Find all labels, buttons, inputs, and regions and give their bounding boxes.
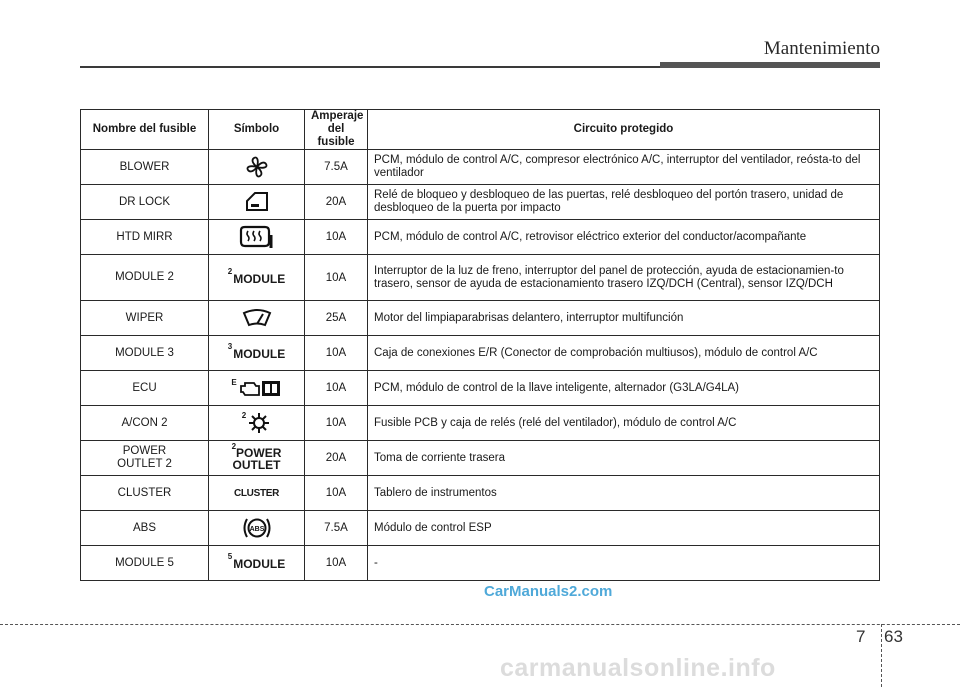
fuse-amperage: 20A [305,185,368,220]
fuse-symbol [209,220,305,255]
table-row [81,546,880,581]
fuse-name-line1: POWER [122,445,167,457]
abs-icon-label: ABS [249,526,264,533]
fuse-circuit: Interruptor de la luz de freno, interruptor del panel de protección, ayuda de estacionamien-to trasero, sensor de ayuda de estacionamiento trasero IZQ/DCH (Central), sensor IZQ/DCH [368,255,880,301]
footer-dashed-rule [0,624,960,625]
fuse-circuit: Fusible PCB y caja de relés (relé del ventilador), módulo de control A/C [368,406,880,441]
fuse-symbol [209,476,305,511]
fuse-symbol [209,301,305,336]
symbol-label: $^5$MODULE [227,552,286,571]
fuse-amperage: 10A [305,476,368,511]
fuse-amperage: 25A [305,301,368,336]
symbol-label: $^3$MODULE [227,342,286,361]
table-row [81,441,880,476]
fuse-name: MODULE 2 [81,255,209,301]
fuse-circuit: Módulo de control ESP [368,511,880,546]
fuse-circuit: - [368,546,880,581]
fuse-name: WIPER [81,301,209,336]
fuse-circuit: PCM, módulo de control A/C, compresor electrónico A/C, interruptor del ventilador, reósta-to del ventilador [368,150,880,185]
fuse-circuit: Motor del limpiaparabrisas delantero, interruptor multifunción [368,301,880,336]
table-header-row [81,110,880,150]
fuse-name: DR LOCK [81,185,209,220]
table-row [81,336,880,371]
fuse-name: MODULE 3 [81,336,209,371]
footer-dashed-divider [881,624,882,687]
fan-icon [244,154,270,180]
fuse-name-line2: OUTLET 2 [117,458,172,470]
symbol-superscript: E [231,378,237,387]
symbol-label: CLUSTER [233,488,280,499]
symbol-label: $^2$POWER OUTLET [231,442,282,472]
fuse-symbol [209,150,305,185]
wiper-icon [241,308,273,328]
table-row [81,511,880,546]
door-lock-icon [243,190,271,214]
symbol-label: $^2$MODULE [227,266,286,286]
header-fuse-name: Nombre del fusible [81,110,209,150]
table-row [81,185,880,220]
header-symbol: Símbolo [209,110,305,150]
table-row [81,150,880,185]
fuse-symbol [209,185,305,220]
header-rule-accent [660,62,880,68]
table-row [81,255,880,301]
table-row [81,476,880,511]
fuse-amperage: 10A [305,546,368,581]
fuse-name: CLUSTER [81,476,209,511]
fuse-symbol [209,406,305,441]
table-row [81,406,880,441]
fuse-symbol [209,441,305,476]
fuse-amperage: 20A [305,441,368,476]
fuse-name: MODULE 5 [81,546,209,581]
fuse-name: ABS [81,511,209,546]
section-title: Mantenimiento [763,38,880,59]
fuse-amperage: 10A [305,255,368,301]
heated-mirror-icon [238,225,276,249]
abs-icon [241,515,273,541]
fuse-name: ECU [81,371,209,406]
fuse-name [81,441,209,476]
fuse-amperage: 7.5A [305,150,368,185]
watermark-link[interactable]: CarManuals2.com [484,583,613,600]
fuse-symbol [209,371,305,406]
page-number: 63 [884,627,903,646]
fuse-circuit: Toma de corriente trasera [368,441,880,476]
fuse-amperage: 7.5A [305,511,368,546]
table-row [81,371,880,406]
fuse-name: A/CON 2 [81,406,209,441]
fuse-amperage: 10A [305,336,368,371]
fuse-name: BLOWER [81,150,209,185]
fuse-circuit: Tablero de instrumentos [368,476,880,511]
fuse-name: HTD MIRR [81,220,209,255]
engine-ecu-icon [238,378,282,398]
fuse-circuit: Caja de conexiones E/R (Conector de comprobación multiusos), módulo de control A/C [368,336,880,371]
fuse-circuit: Relé de bloqueo y desbloqueo de las puertas, relé desbloqueo del portón trasero, unidad de desbloqueo de la puerta por impacto [368,185,880,220]
fuse-amperage: 10A [305,406,368,441]
fuse-symbol [209,336,305,371]
ac-snowflake-icon [247,411,271,435]
table-row [81,301,880,336]
table-row [81,220,880,255]
fuse-circuit: PCM, módulo de control de la llave inteligente, alternador (G3LA/G4LA) [368,371,880,406]
fuse-symbol [209,511,305,546]
fuse-symbol [209,546,305,581]
chapter-number: 7 [856,627,866,646]
fuse-table [80,109,880,581]
header-amperage: Amperaje del fusible [305,110,368,150]
watermark-footer: carmanualsonline.info [500,654,776,682]
fuse-amperage: 10A [305,220,368,255]
symbol-superscript: 2 [241,411,247,420]
header-circuit: Circuito protegido [368,110,880,150]
fuse-amperage: 10A [305,371,368,406]
fuse-circuit: PCM, módulo de control A/C, retrovisor eléctrico exterior del conductor/acompañante [368,220,880,255]
fuse-symbol [209,255,305,301]
